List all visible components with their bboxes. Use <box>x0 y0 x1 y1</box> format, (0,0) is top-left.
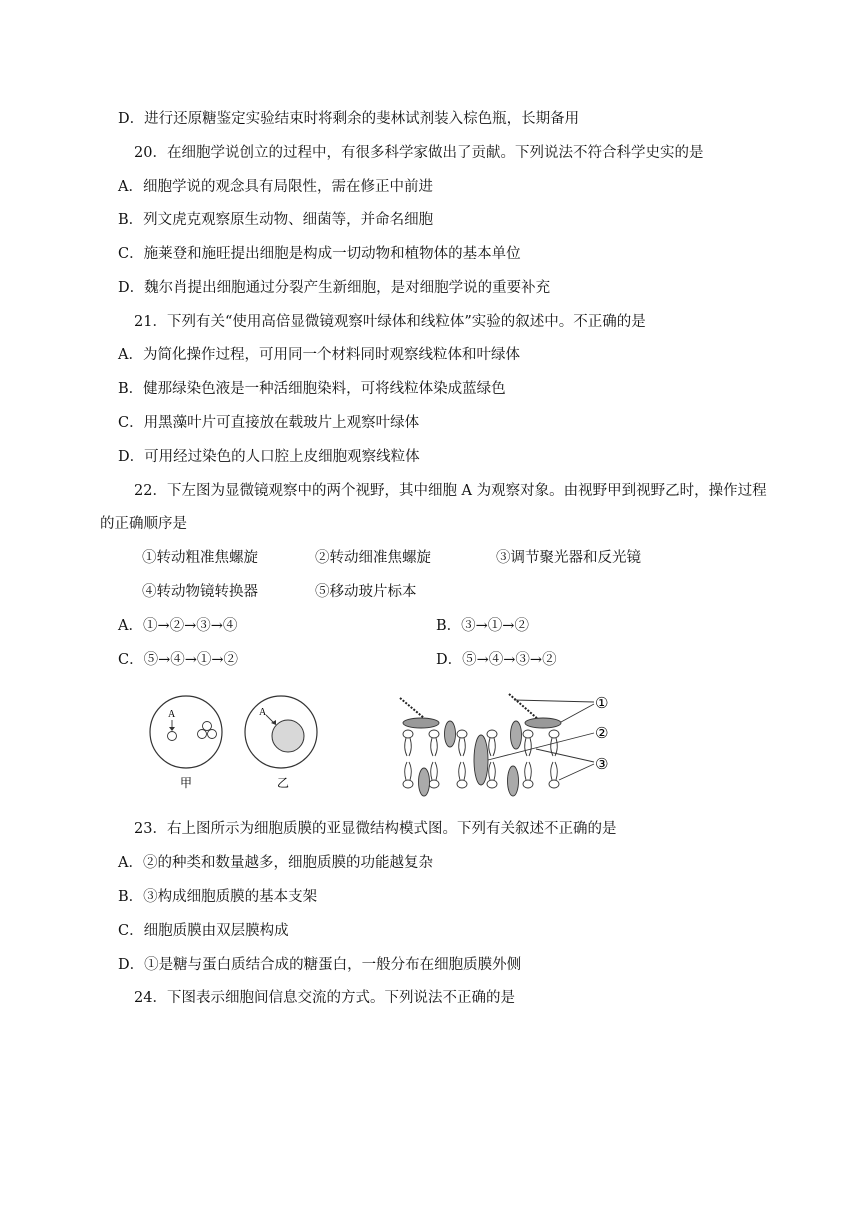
sugar-chain-1 <box>400 698 424 718</box>
q20-stem: 20．在细胞学说创立的过程中，有很多科学家做出了贡献。下列说法不符合科学史实的是 <box>134 145 704 161</box>
q22-stem-line1: 22．下左图为显微镜观察中的两个视野，其中细胞 A 为观察对象。由视野甲到视野乙时，操作过程 <box>134 483 767 499</box>
leader-1a <box>514 700 594 702</box>
q24-stem: 24．下图表示细胞间信息交流的方式。下列说法不正确的是 <box>134 990 515 1006</box>
cell-a-label-jia: A <box>168 709 176 720</box>
protein-bottom-2 <box>508 766 519 796</box>
q22-step-1: ①转动粗准焦螺旋 <box>142 550 258 566</box>
q20-option-c: C．施莱登和施旺提出细胞是构成一切动物和植物体的基本单位 <box>118 246 521 262</box>
field-yi <box>245 696 317 790</box>
q21-option-d: D．可用经过染色的人口腔上皮细胞观察线粒体 <box>118 449 420 465</box>
q20-option-a: A．细胞学说的观念具有局限性，需在修正中前进 <box>118 179 433 195</box>
leader-1b <box>561 704 594 722</box>
microscope-fields-figure <box>146 690 346 800</box>
glycoprotein-2 <box>525 718 561 728</box>
leader-3a <box>536 749 594 762</box>
q22-option-a: A．①→②→③→④ <box>118 618 238 634</box>
cell-a-label-yi: A <box>259 707 267 718</box>
q22-option-d: D．⑤→④→③→② <box>436 652 557 668</box>
q22-option-b: B．③→①→② <box>436 618 529 634</box>
cell-a-small <box>168 732 177 741</box>
arrowhead-jia <box>169 727 175 731</box>
leader-2 <box>488 733 594 760</box>
q22-step-5: ⑤移动玻片标本 <box>315 584 417 600</box>
field-jia-circle <box>150 696 222 768</box>
arrow-yi <box>266 715 274 723</box>
q20-option-d: D．魏尔肖提出细胞通过分裂产生新细胞，是对细胞学说的重要补充 <box>118 280 551 296</box>
q23-option-b: B．③构成细胞质膜的基本支架 <box>118 889 318 905</box>
q21-option-c: C．用黑藻叶片可直接放在载玻片上观察叶绿体 <box>118 415 420 431</box>
protein-bottom-1 <box>419 768 430 796</box>
leader-3b <box>559 764 594 780</box>
label-3: ③ <box>595 755 609 773</box>
caption-jia: 甲 <box>179 776 193 790</box>
protein-top-2 <box>511 721 522 749</box>
q23-option-c: C．细胞质膜由双层膜构成 <box>118 923 289 939</box>
q23-option-d: D．①是糖与蛋白质结合成的糖蛋白，一般分布在细胞质膜外侧 <box>118 957 522 973</box>
q20-option-b: B．列文虎克观察原生动物、细菌等，并命名细胞 <box>118 212 434 228</box>
cell-other-3 <box>208 730 217 739</box>
cell-other-1 <box>203 722 212 731</box>
q19-option-d: D．进行还原糖鉴定实验结束时将剩余的斐林试剂装入棕色瓶，长期备用 <box>118 111 580 127</box>
q21-stem: 21．下列有关“使用高倍显微镜观察叶绿体和线粒体”实验的叙述中。不正确的是 <box>134 314 646 330</box>
sugar-chain-2 <box>509 694 539 720</box>
q22-step-2: ②转动细准焦螺旋 <box>315 550 431 566</box>
q22-step-3: ③调节聚光器和反光镜 <box>496 550 641 566</box>
q21-option-a: A．为简化操作过程，可用同一个材料同时观察线粒体和叶绿体 <box>118 347 520 363</box>
label-1: ① <box>595 694 609 712</box>
q22-step-4: ④转动物镜转换器 <box>142 584 258 600</box>
cell-other-2 <box>198 730 207 739</box>
leader-lines <box>488 700 594 780</box>
field-jia <box>150 696 222 790</box>
q23-option-a: A．②的种类和数量越多，细胞质膜的功能越复杂 <box>118 855 433 871</box>
protein-top-1 <box>445 721 456 747</box>
q23-stem: 23．右上图所示为细胞质膜的亚显微结构模式图。下列有关叙述不正确的是 <box>134 821 617 837</box>
glycoprotein-chains <box>400 694 561 728</box>
q22-stem-line2: 的正确顺序是 <box>100 516 187 532</box>
caption-yi: 乙 <box>276 776 290 790</box>
q22-option-c: C．⑤→④→①→② <box>118 652 239 668</box>
protein-spanning <box>474 735 488 785</box>
membrane-model-figure <box>396 690 646 800</box>
label-2: ② <box>595 724 609 742</box>
q21-option-b: B．健那绿染色液是一种活细胞染料，可将线粒体染成蓝绿色 <box>118 381 506 397</box>
glycoprotein-1 <box>403 718 439 728</box>
cell-a-large <box>272 720 304 752</box>
